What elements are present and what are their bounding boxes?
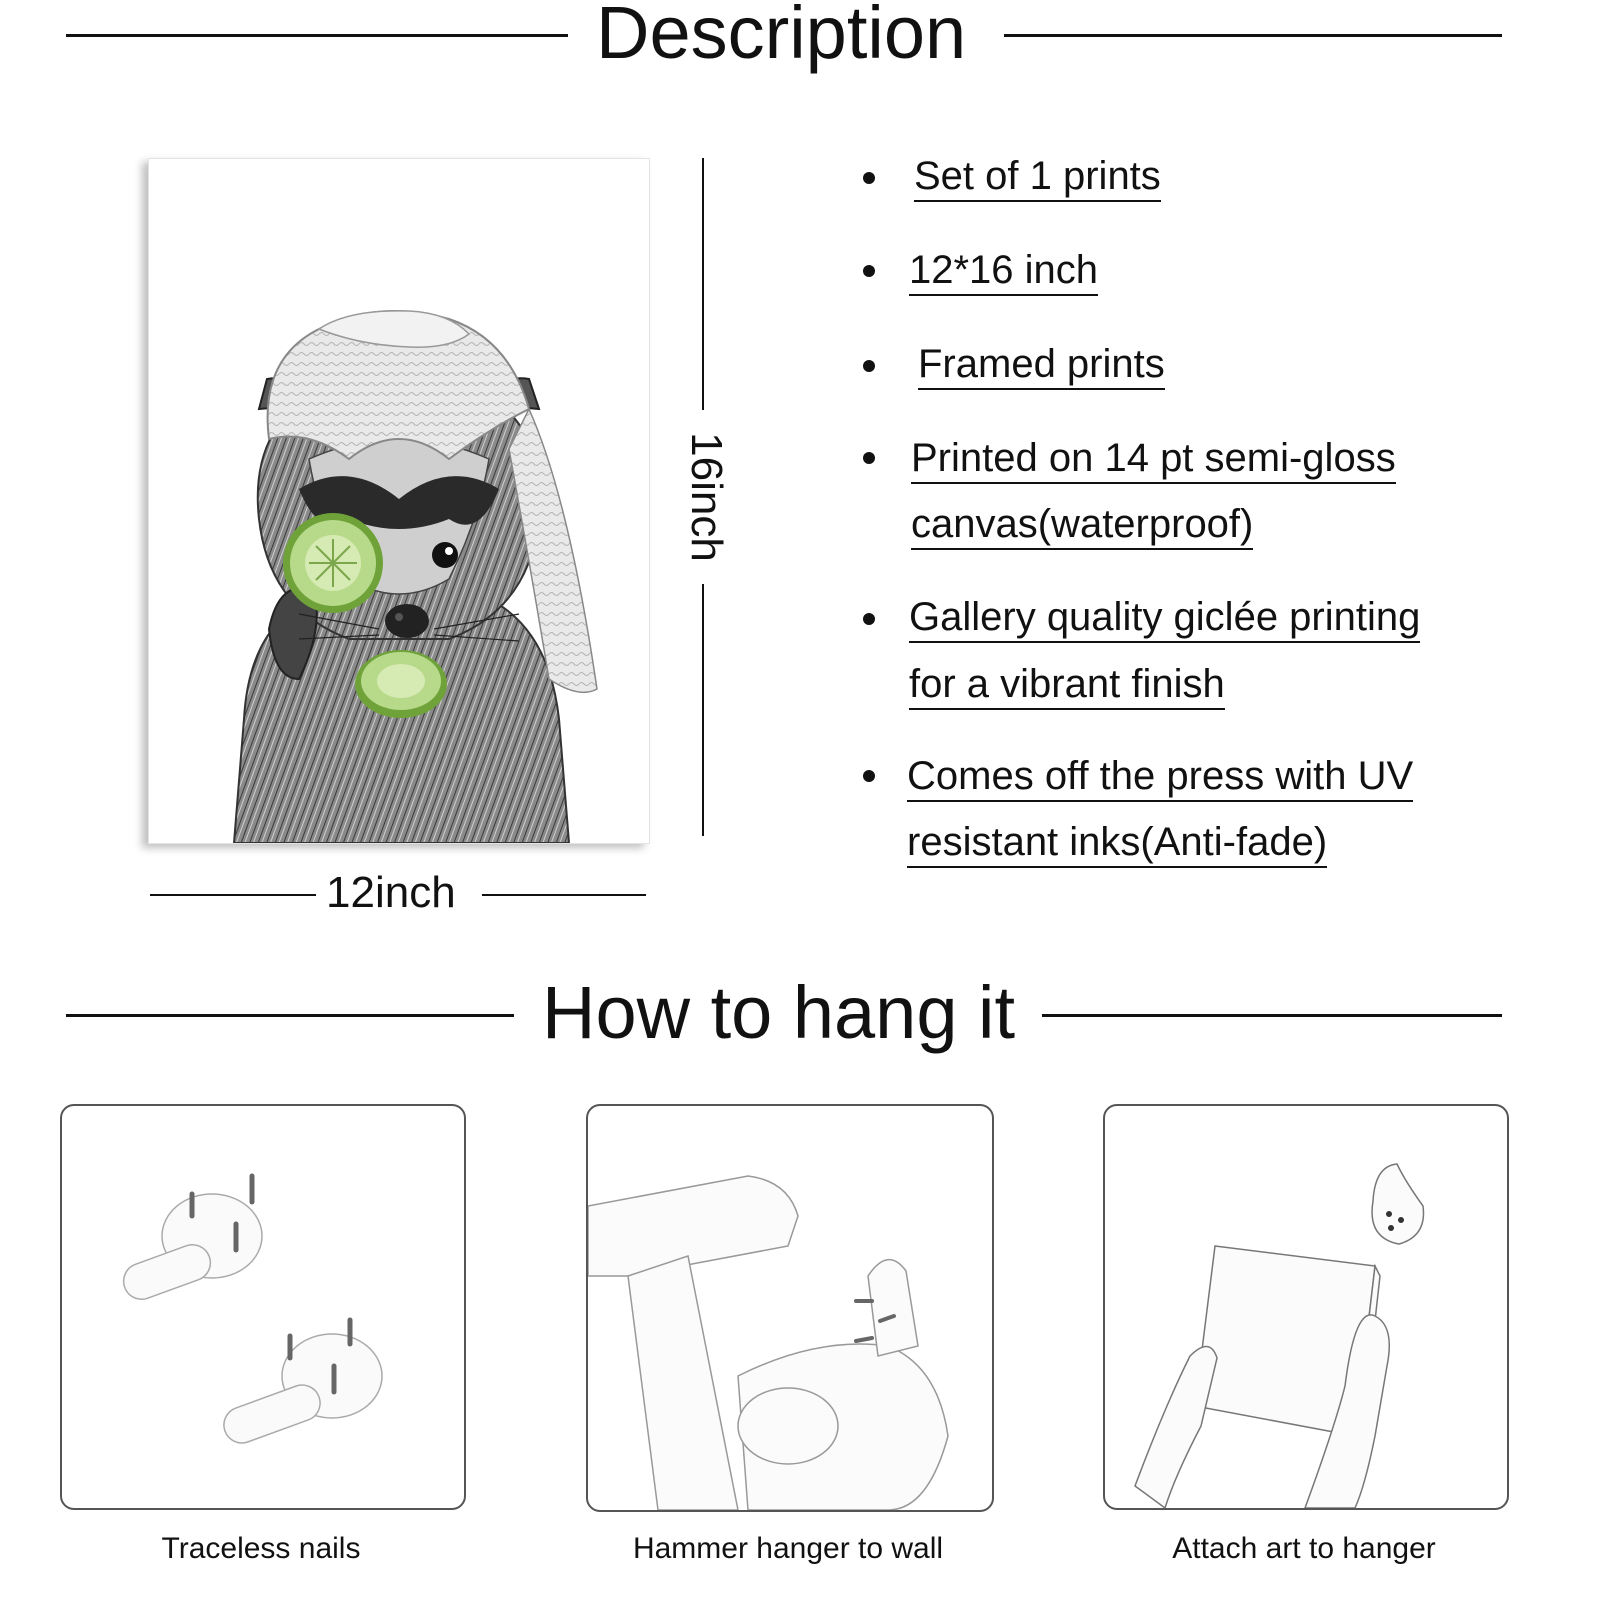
feature-item-4-line-2: canvas(waterproof) bbox=[911, 504, 1253, 550]
feature-item-5-line-2: for a vibrant finish bbox=[909, 664, 1225, 710]
step-card-attach bbox=[1103, 1104, 1509, 1510]
hang-heading: How to hang it bbox=[542, 971, 1016, 1054]
feature-item-6-line-1: Comes off the press with UV bbox=[907, 756, 1413, 802]
bullet bbox=[863, 265, 875, 277]
attach-art-illustration bbox=[1105, 1106, 1507, 1508]
feature-item-4-line-1: Printed on 14 pt semi-gloss bbox=[911, 438, 1396, 484]
feature-item-6-line-2: resistant inks(Anti-fade) bbox=[907, 822, 1327, 868]
width-dimension-line-left bbox=[150, 894, 316, 896]
width-label: 12inch bbox=[326, 868, 456, 917]
art-print bbox=[148, 158, 650, 844]
traceless-nails-illustration bbox=[62, 1106, 464, 1508]
hammer-illustration bbox=[588, 1106, 992, 1510]
bullet bbox=[863, 360, 875, 372]
step-caption-3: Attach art to hanger bbox=[1172, 1532, 1436, 1565]
hang-heading-rule-left bbox=[66, 1014, 514, 1017]
bullet bbox=[863, 452, 875, 464]
bullet bbox=[863, 613, 875, 625]
bullet bbox=[863, 172, 875, 184]
height-dimension-line-top bbox=[702, 158, 704, 410]
step-caption-1: Traceless nails bbox=[161, 1532, 361, 1565]
heading-rule-right bbox=[1004, 34, 1502, 37]
step-card-traceless-nails bbox=[60, 1104, 466, 1510]
description-heading: Description bbox=[596, 0, 967, 74]
heading-rule-left bbox=[66, 34, 568, 37]
step-card-hammer bbox=[586, 1104, 994, 1512]
bullet bbox=[863, 770, 875, 782]
feature-item-1-line-1: Set of 1 prints bbox=[914, 156, 1161, 202]
feature-item-5-line-1: Gallery quality giclée printing bbox=[909, 597, 1420, 643]
hang-heading-rule-right bbox=[1042, 1014, 1502, 1017]
width-dimension-line-right bbox=[482, 894, 646, 896]
raccoon-spa-illustration bbox=[149, 159, 649, 843]
height-label: 16inch bbox=[682, 432, 731, 562]
feature-item-3-line-1: Framed prints bbox=[918, 344, 1165, 390]
feature-item-2-line-1: 12*16 inch bbox=[909, 250, 1098, 296]
height-dimension-line-bottom bbox=[702, 584, 704, 836]
step-caption-2: Hammer hanger to wall bbox=[632, 1532, 944, 1565]
